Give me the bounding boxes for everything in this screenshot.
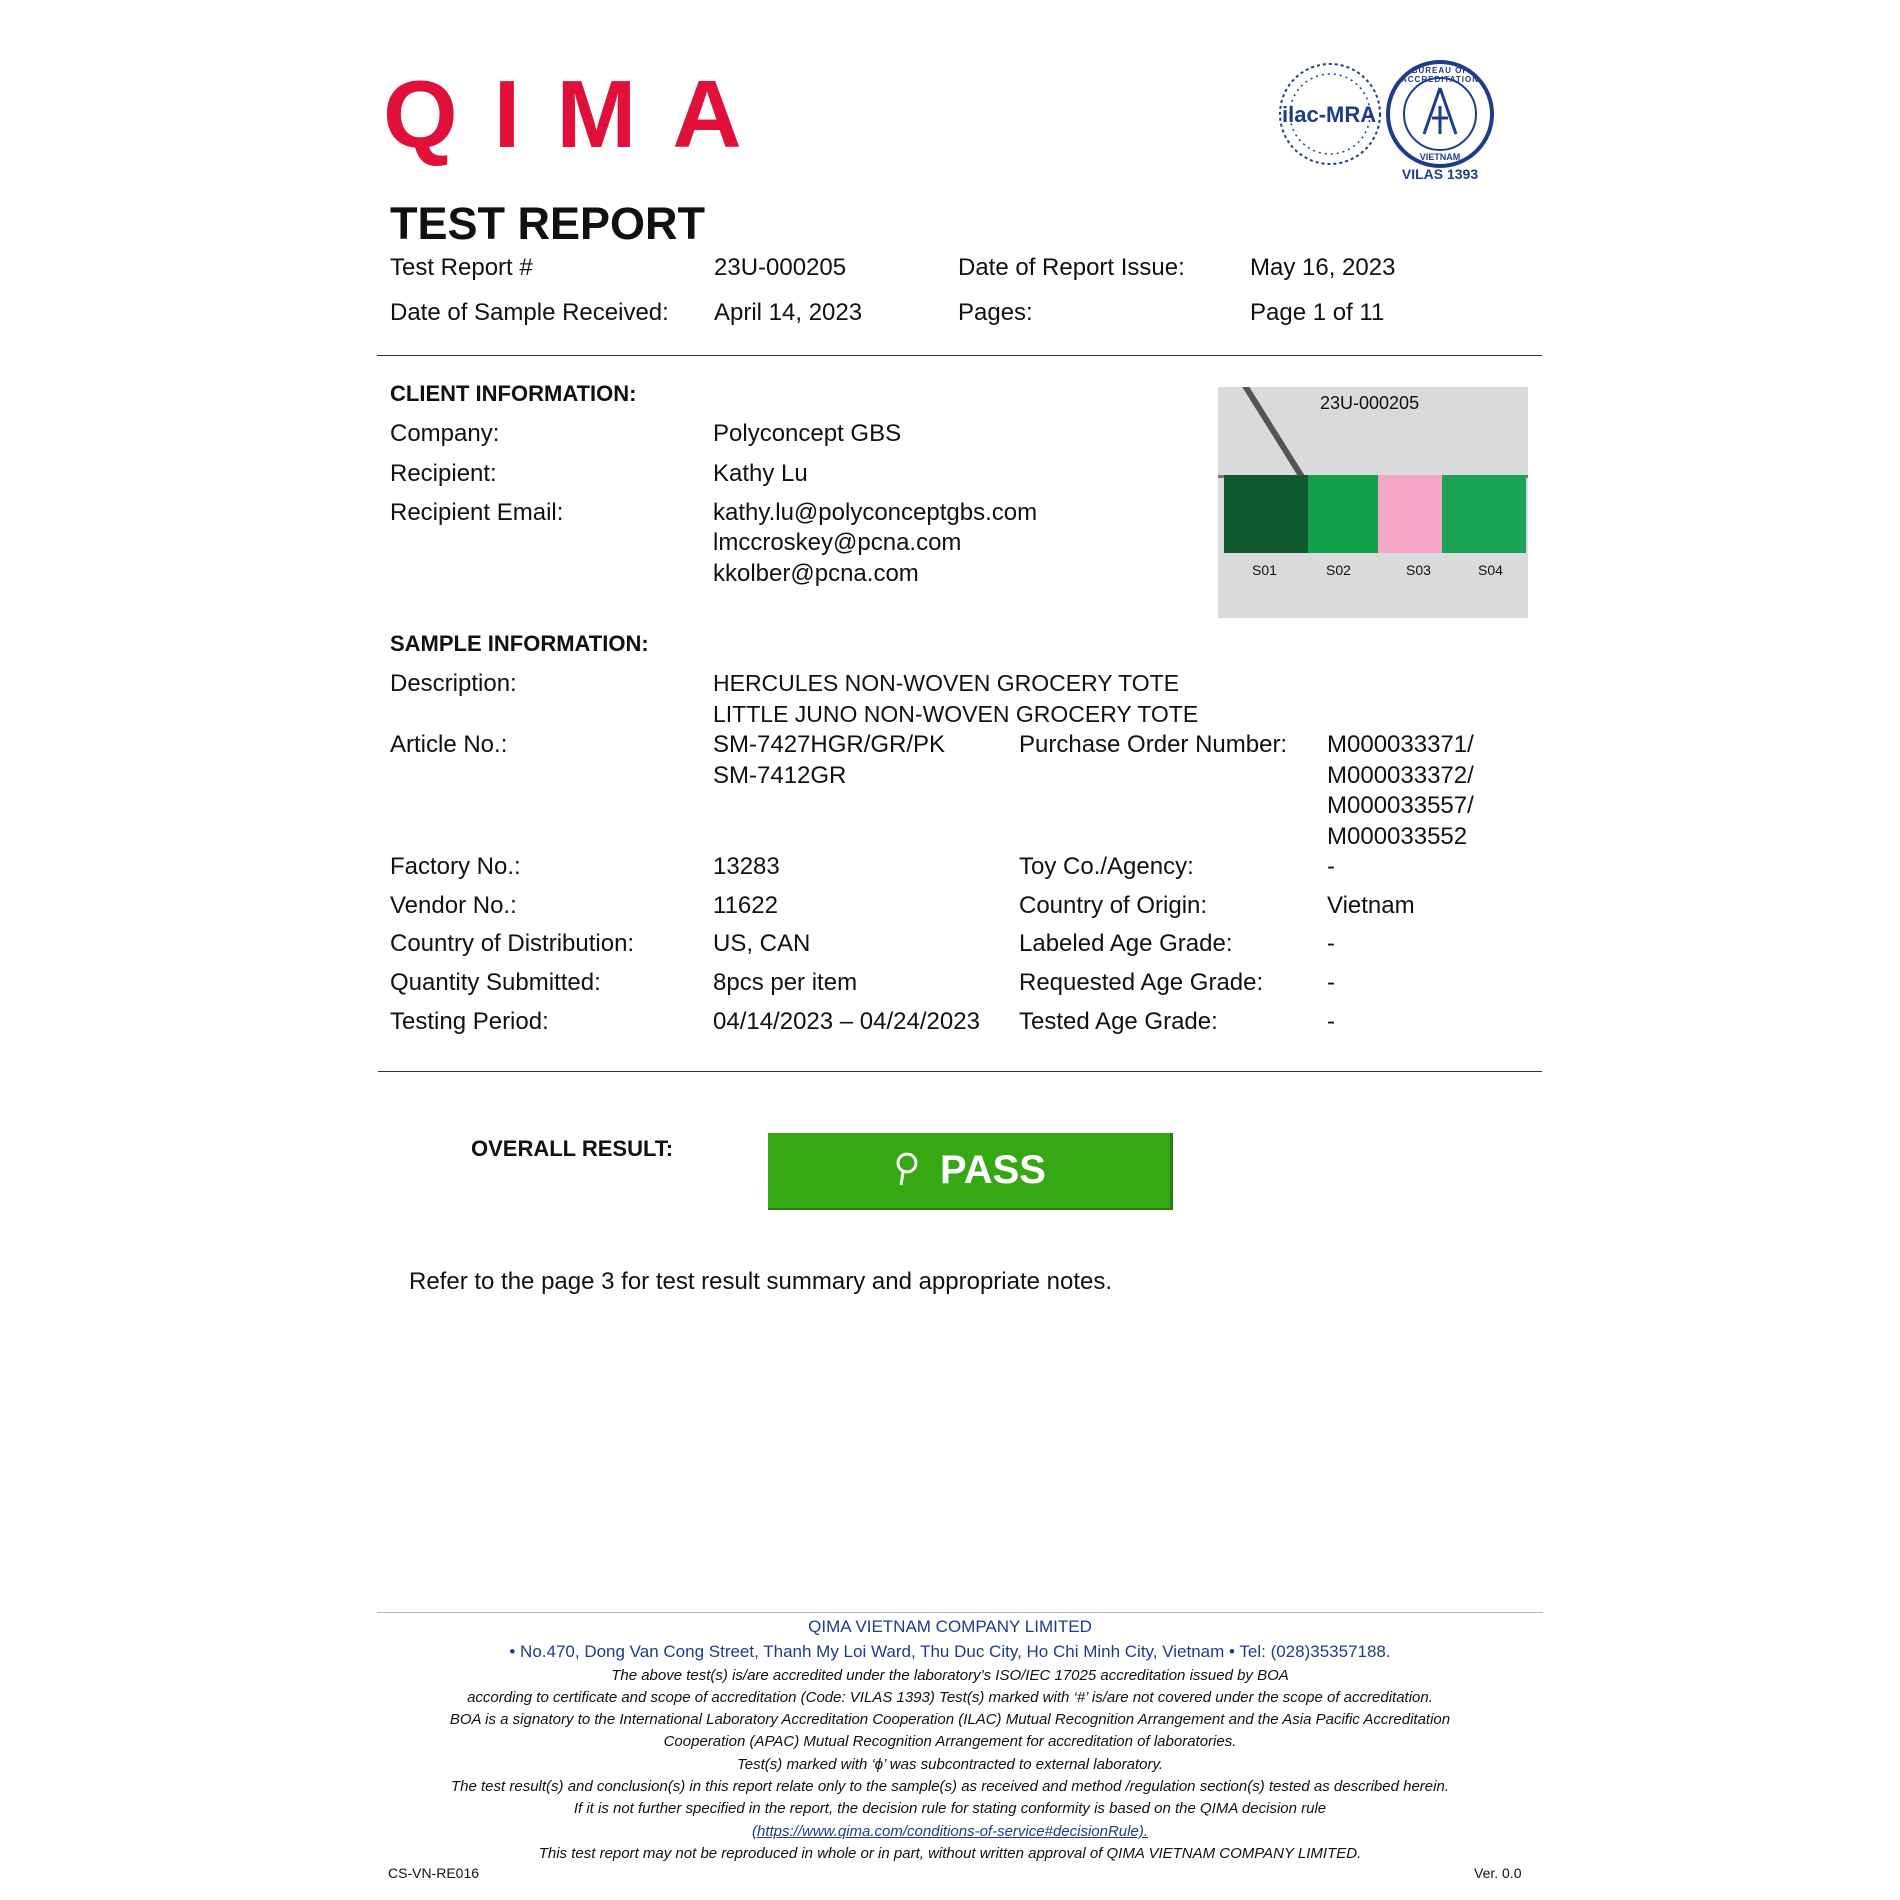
footer-line-2: according to certificate and scope of accreditation (Code: VILAS 1393) Test(s) marked with ‘#’ is/are not covered under the scope of accreditation. (467, 1689, 1433, 1706)
vendor-value: 11622 (713, 892, 778, 919)
issue-date-label: Date of Report Issue: (958, 254, 1185, 281)
photo-caption: 23U-000205 (1320, 393, 1420, 413)
footer-line-7: If it is not further specified in the report, the decision rule for stating conformity is based on the QIMA decision rule (573, 1800, 1327, 1817)
accreditation-badges (1278, 60, 1518, 180)
toyco-label: Toy Co./Agency: (1019, 853, 1194, 880)
bag-s02 (1308, 475, 1378, 553)
divider-top (377, 355, 1542, 356)
sample-label-s04: S04 (1478, 562, 1503, 578)
pages-label: Pages: (958, 299, 1033, 326)
email-2: lmccroskey@pcna.com (713, 529, 962, 556)
pass-badge (768, 1133, 1173, 1210)
recipient-value: Kathy Lu (713, 460, 808, 487)
labeled-age-label: Labeled Age Grade: (1019, 930, 1233, 957)
test-report-value: 23U-000205 (714, 254, 847, 281)
po-3: M000033557/ (1327, 792, 1474, 819)
quantity-label: Quantity Submitted: (390, 969, 601, 996)
po-label: Purchase Order Number: (1019, 731, 1288, 758)
period-label: Testing Period: (390, 1008, 549, 1035)
doc-code: CS-VN-RE016 (388, 1865, 480, 1881)
article-2: SM-7412GR (713, 762, 847, 789)
received-date-value: April 14, 2023 (714, 299, 863, 326)
test-report-label: Test Report # (390, 254, 533, 281)
factory-value: 13283 (713, 853, 780, 880)
email-1: kathy.lu@polyconceptgbs.com (713, 499, 1038, 526)
origin-value: Vietnam (1327, 892, 1415, 919)
divider-middle (378, 1071, 1542, 1072)
footer-address: • No.470, Dong Van Cong Street, Thanh My Loi Ward, Thu Duc City, Ho Chi Minh City, Vietnam • Tel: (028)35357188. (509, 1642, 1391, 1661)
magnifier-icon (892, 1151, 922, 1191)
company-value: Polyconcept GBS (713, 420, 902, 447)
description-2: LITTLE JUNO NON-WOVEN GROCERY TOTE (713, 701, 1199, 727)
requested-age-label: Requested Age Grade: (1019, 969, 1264, 996)
sample-photo (1218, 387, 1528, 618)
distribution-label: Country of Distribution: (390, 930, 635, 957)
sample-label-s02: S02 (1326, 562, 1351, 578)
client-heading: CLIENT INFORMATION: (390, 381, 637, 406)
article-1: SM-7427HGR/GR/PK (713, 731, 946, 758)
footer-line-5: Test(s) marked with ‘ϕ’ was subcontracted to external laboratory. (736, 1756, 1164, 1773)
labeled-age-value: - (1327, 930, 1335, 957)
sample-label-s03: S03 (1406, 562, 1431, 578)
result-note: Refer to the page 3 for test result summary and appropriate notes. (409, 1268, 1113, 1295)
factory-label: Factory No.: (390, 853, 521, 880)
qima-logo: QIMA (383, 61, 778, 168)
company-label: Company: (390, 420, 500, 447)
tested-age-value: - (1327, 1008, 1335, 1035)
bag-s04 (1442, 475, 1526, 553)
period-value: 04/14/2023 – 04/24/2023 (713, 1008, 980, 1035)
overall-result-label: OVERALL RESULT: (471, 1136, 674, 1161)
sample-heading: SAMPLE INFORMATION: (390, 631, 649, 656)
pass-text: PASS (940, 1148, 1046, 1192)
description-label: Description: (390, 670, 517, 697)
sample-label-s01: S01 (1252, 562, 1277, 578)
po-2: M000033372/ (1327, 762, 1474, 789)
pages-value: Page 1 of 11 (1250, 299, 1385, 326)
decision-rule-link[interactable]: (https://www.qima.com/conditions-of-service#decisionRule). (752, 1823, 1148, 1840)
vendor-label: Vendor No.: (390, 892, 517, 919)
boa-sub-text: VIETNAM (1419, 152, 1461, 162)
page-title: TEST REPORT (390, 198, 706, 249)
tested-age-label: Tested Age Grade: (1019, 1008, 1218, 1035)
vilas-code: VILAS 1393 (1401, 166, 1479, 182)
email-3: kkolber@pcna.com (713, 560, 919, 587)
footer-line-1: The above test(s) is/are accredited under the laboratory’s ISO/IEC 17025 accreditation issued by BOA (611, 1667, 1289, 1684)
footer-link-row (375, 1821, 1525, 1843)
distribution-value: US, CAN (713, 930, 811, 957)
toyco-value: - (1327, 853, 1335, 880)
version: Ver. 0.0 (1474, 1865, 1522, 1881)
recipient-label: Recipient: (390, 460, 497, 487)
footer-line-4: Cooperation (APAC) Mutual Recognition Arrangement for accreditation of laboratories. (663, 1733, 1237, 1750)
footer-last-line: This test report may not be reproduced in whole or in part, without written approval of QIMA VIETNAM COMPANY LIMITED. (538, 1845, 1362, 1862)
issue-date-value: May 16, 2023 (1250, 254, 1396, 281)
article-label: Article No.: (390, 731, 508, 758)
boa-text: BUREAU OF ACCREDITATION (1400, 66, 1480, 84)
po-4: M000033552 (1327, 823, 1468, 850)
footer-company: QIMA VIETNAM COMPANY LIMITED (808, 1617, 1092, 1636)
description-1: HERCULES NON-WOVEN GROCERY TOTE (713, 670, 1180, 696)
photo-rod (1236, 387, 1310, 487)
divider-footer (377, 1612, 1543, 1613)
footer-line-3: BOA is a signatory to the International Laboratory Accreditation Cooperation (ILAC) Mutual Recognition Arrangement and the Asia Pacific Accreditation (449, 1711, 1451, 1728)
received-date-label: Date of Sample Received: (390, 299, 669, 326)
quantity-value: 8pcs per item (713, 969, 858, 996)
po-1: M000033371/ (1327, 731, 1474, 758)
bag-s01 (1224, 475, 1308, 553)
email-label: Recipient Email: (390, 499, 564, 526)
ilac-mra-text: ilac-MRA (1282, 102, 1377, 127)
origin-label: Country of Origin: (1019, 892, 1208, 919)
bag-s03 (1378, 475, 1442, 553)
footer-line-6: The test result(s) and conclusion(s) in this report relate only to the sample(s) as received and method /regulation section(s) tested as described herein. (451, 1778, 1449, 1795)
requested-age-value: - (1327, 969, 1335, 996)
